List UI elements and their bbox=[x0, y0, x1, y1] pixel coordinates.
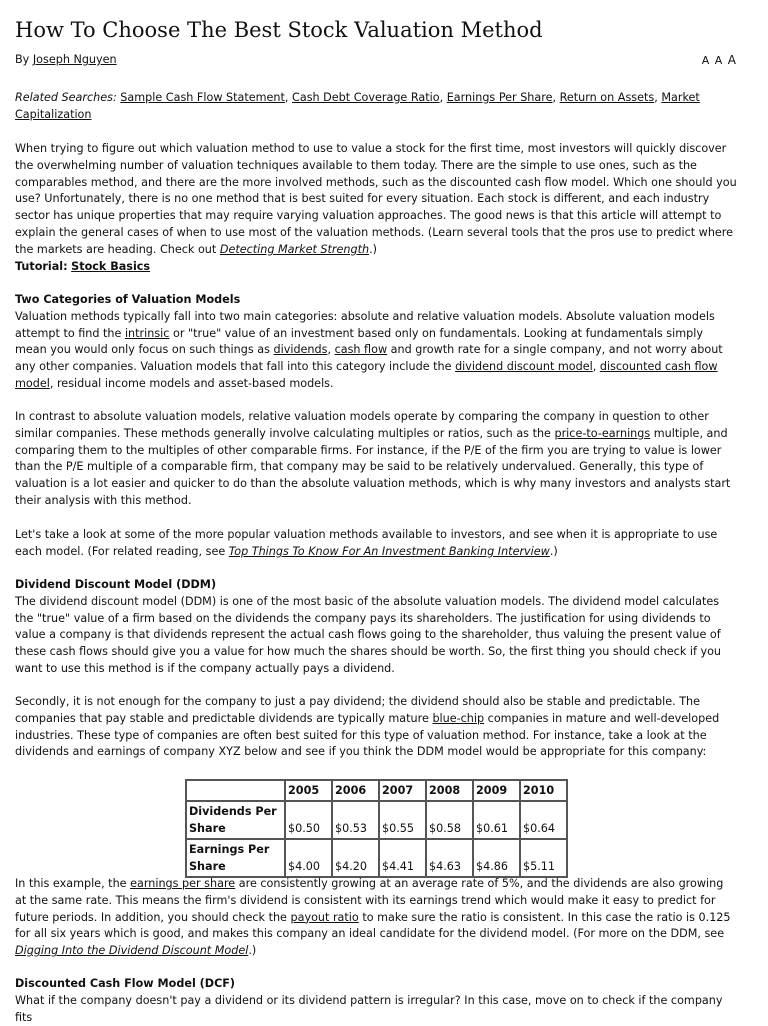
related-link-earnings-per-share[interactable]: Earnings Per Share bbox=[446, 91, 553, 104]
table-cell: $0.58 bbox=[426, 801, 473, 839]
article-title: How To Choose The Best Stock Valuation Method bbox=[15, 18, 543, 42]
ddm-paragraph-3: In this example, the earnings per share are consistently growing at an average rate of 5%, and the dividends are also growing at the same rate. This means the firm's dividend is consistent with its earnings trend which would make it easy to predict for future periods. In addition, you should check the payout ratio to make sure the ratio is consistent. In this case the ratio is 0.125 for all six years which is good, and makes this company an ideal candidate for the dividend model. (For more on the DDM, see Digging Into the Dividend Discount Model.) bbox=[15, 877, 731, 958]
valuation-models-paragraph-3: Let's take a look at some of the more popular valuation methods available to investors, and see when it is appropriate to use each model. (For related reading, see Top Things To Know For An Investment Banking Interview.) bbox=[15, 528, 718, 558]
related-searches: Related Searches: Sample Cash Flow Statement, Cash Debt Coverage Ratio, Earnings Per Share, Return on Assets, Market Capitalization bbox=[15, 91, 700, 121]
dividend-discount-model-link[interactable]: dividend discount model bbox=[455, 360, 593, 374]
section-heading-dcf: Discounted Cash Flow Model (DCF) bbox=[15, 977, 236, 990]
table-cell: $4.41 bbox=[379, 839, 426, 877]
table-row bbox=[186, 839, 567, 877]
table-year-header: 2006 bbox=[332, 780, 379, 801]
table-year-header: 2008 bbox=[426, 780, 473, 801]
section-ddm bbox=[15, 577, 737, 678]
table-cell: $0.53 bbox=[332, 801, 379, 839]
dividends-link[interactable]: dividends bbox=[273, 343, 328, 357]
earnings-per-share-link[interactable]: earnings per share bbox=[130, 877, 236, 890]
font-size-large-button[interactable]: A bbox=[727, 53, 737, 67]
valuation-models-paragraph-1: Valuation methods typically fall into two main categories: absolute and relative valuation models. Absolute valuation models attempt to find the intrinsic or "true" value of an investment based only on fundamentals. Looking at fundamentals simply mean you would only focus on such things as dividends, cash flow and growth rate for a single company, and not worry about any other companies. Valuation models that fall into this category include the dividend discount model, discounted cash flow model, residual income models and asset-based models. bbox=[15, 309, 723, 390]
section-heading-valuation-models: Two Categories of Valuation Models bbox=[15, 293, 241, 306]
intro-block bbox=[15, 141, 737, 275]
font-size-medium-button[interactable]: A bbox=[714, 54, 724, 67]
related-link-market-capitalization[interactable]: Market Capitalization bbox=[15, 91, 700, 121]
table-row-label: Dividends Per Share bbox=[186, 801, 285, 839]
intrinsic-link[interactable]: intrinsic bbox=[124, 326, 170, 340]
table-header-row bbox=[186, 780, 567, 801]
table-cell: $4.63 bbox=[426, 839, 473, 877]
ddm-paragraph-3-block bbox=[15, 876, 737, 960]
blue-chip-link[interactable]: blue-chip bbox=[432, 711, 485, 725]
tutorial-line bbox=[15, 259, 737, 276]
intro-text: When trying to figure out which valuation method to use to value a stock for the first time, most investors will quickly discover the overwhelming number of valuation techniques available to them today. There are the simple to use ones, such as the comparables method, and there are the more involved methods, such as the discounted cash flow model. Which one should you use? Unfortunately, there is no one method that is best suited for every situation. Each stock is different, and each industry sector has unique properties that may require varying valuation approaches. The good news is that this article will attempt to explain the general cases of when to use most of the valuation methods. (Learn several tools that the pros use to predict where the markets are heading. Check out bbox=[15, 142, 737, 256]
section-heading-ddm: Dividend Discount Model (DDM) bbox=[15, 578, 217, 591]
table-cell: $4.86 bbox=[473, 839, 520, 877]
related-searches-label: Related Searches: bbox=[15, 91, 117, 104]
table-row-label: Earnings Per Share bbox=[186, 839, 285, 877]
table-cell: $0.50 bbox=[285, 801, 332, 839]
detecting-market-strength-link[interactable]: Detecting Market Strength bbox=[219, 242, 370, 256]
section-valuation-models bbox=[15, 292, 737, 393]
ddm-paragraph-2: Secondly, it is not enough for the company to just a pay dividend; the dividend should also be stable and predictable. The companies that pay stable and predictable dividends are typically mature blue-chip companies in mature and well-developed industries. These type of companies are often best suited for this type of valuation method. For instance, take a look at the dividends and earnings of company XYZ below and see if you think the DDM model would be appropriate for this company: bbox=[15, 695, 720, 759]
relative-valuation-paragraph-block bbox=[15, 409, 737, 510]
table-year-header: 2007 bbox=[379, 780, 426, 801]
table-year-header: 2009 bbox=[473, 780, 520, 801]
table-year-header: 2010 bbox=[520, 780, 567, 801]
table-corner-cell bbox=[186, 780, 285, 801]
table-cell: $5.11 bbox=[520, 839, 567, 877]
table-year-header: 2005 bbox=[285, 780, 332, 801]
digging-into-ddm-link[interactable]: Digging Into the Dividend Discount Model bbox=[15, 944, 249, 958]
popular-methods-paragraph-block bbox=[15, 527, 737, 561]
stock-basics-link[interactable]: Stock Basics bbox=[71, 259, 151, 273]
payout-ratio-link[interactable]: payout ratio bbox=[290, 910, 359, 924]
table-row bbox=[186, 801, 567, 839]
font-size-small-button[interactable]: A bbox=[701, 54, 711, 67]
dcf-paragraph-1: What if the company doesn't pay a dividend or its dividend pattern is irregular? In this case, move on to check if the company fits bbox=[15, 993, 723, 1024]
section-dcf bbox=[15, 976, 737, 1026]
investment-banking-interview-link[interactable]: Top Things To Know For An Investment Banking Interview bbox=[228, 544, 550, 558]
byline-prefix: By bbox=[15, 53, 33, 66]
byline bbox=[15, 52, 737, 69]
table-cell: $4.20 bbox=[332, 839, 379, 877]
intro-paragraph bbox=[15, 141, 737, 259]
table-cell: $4.00 bbox=[285, 839, 332, 877]
ddm-paragraph-2-block bbox=[15, 694, 737, 761]
table-cell: $0.61 bbox=[473, 801, 520, 839]
author-link[interactable]: Joseph Nguyen bbox=[32, 53, 117, 66]
intro-after: .) bbox=[369, 242, 377, 256]
tutorial-label: Tutorial: bbox=[15, 259, 68, 273]
table-cell: $0.55 bbox=[379, 801, 426, 839]
cash-flow-link[interactable]: cash flow bbox=[334, 343, 388, 357]
valuation-models-paragraph-2: In contrast to absolute valuation models, relative valuation models operate by comparing the company in question to other similar companies. These methods generally involve calculating multiples or ratios, such as the price-to-earnings multiple, and comparing them to the multiples of other comparable firms. For instance, if the P/E of the firm you are trying to value is lower than the P/E multiple of a comparable firm, that company may be said to be relatively undervalued. Generally, this type of valuation is a lot easier and quicker to do than the absolute valuation methods, which is why many investors and analysts start their analysis with this method. bbox=[15, 410, 731, 507]
related-link-return-on-assets[interactable]: Return on Assets bbox=[559, 91, 655, 104]
dividends-earnings-table bbox=[185, 779, 568, 878]
related-link-sample-cash-flow[interactable]: Sample Cash Flow Statement bbox=[120, 91, 285, 104]
related-link-cash-debt-coverage[interactable]: Cash Debt Coverage Ratio bbox=[292, 91, 440, 104]
font-size-controls bbox=[702, 52, 737, 70]
table-cell: $0.64 bbox=[520, 801, 567, 839]
price-to-earnings-link[interactable]: price-to-earnings bbox=[554, 426, 651, 440]
discounted-cash-flow-model-link[interactable]: discounted cash flow model bbox=[15, 360, 718, 390]
ddm-paragraph-1: The dividend discount model (DDM) is one of the most basic of the absolute valuation models. The dividend model calculates the "true" value of a firm based on the dividends the company pays its shareholders. The justification for using dividends to value a company is that dividends represent the actual cash flows going to the shareholder, thus valuing the present value of these cash flows should give you a value for how much the shares should be worth. So, the first thing you should check if you want to use this method is if the company actually pays a dividend. bbox=[15, 594, 722, 675]
